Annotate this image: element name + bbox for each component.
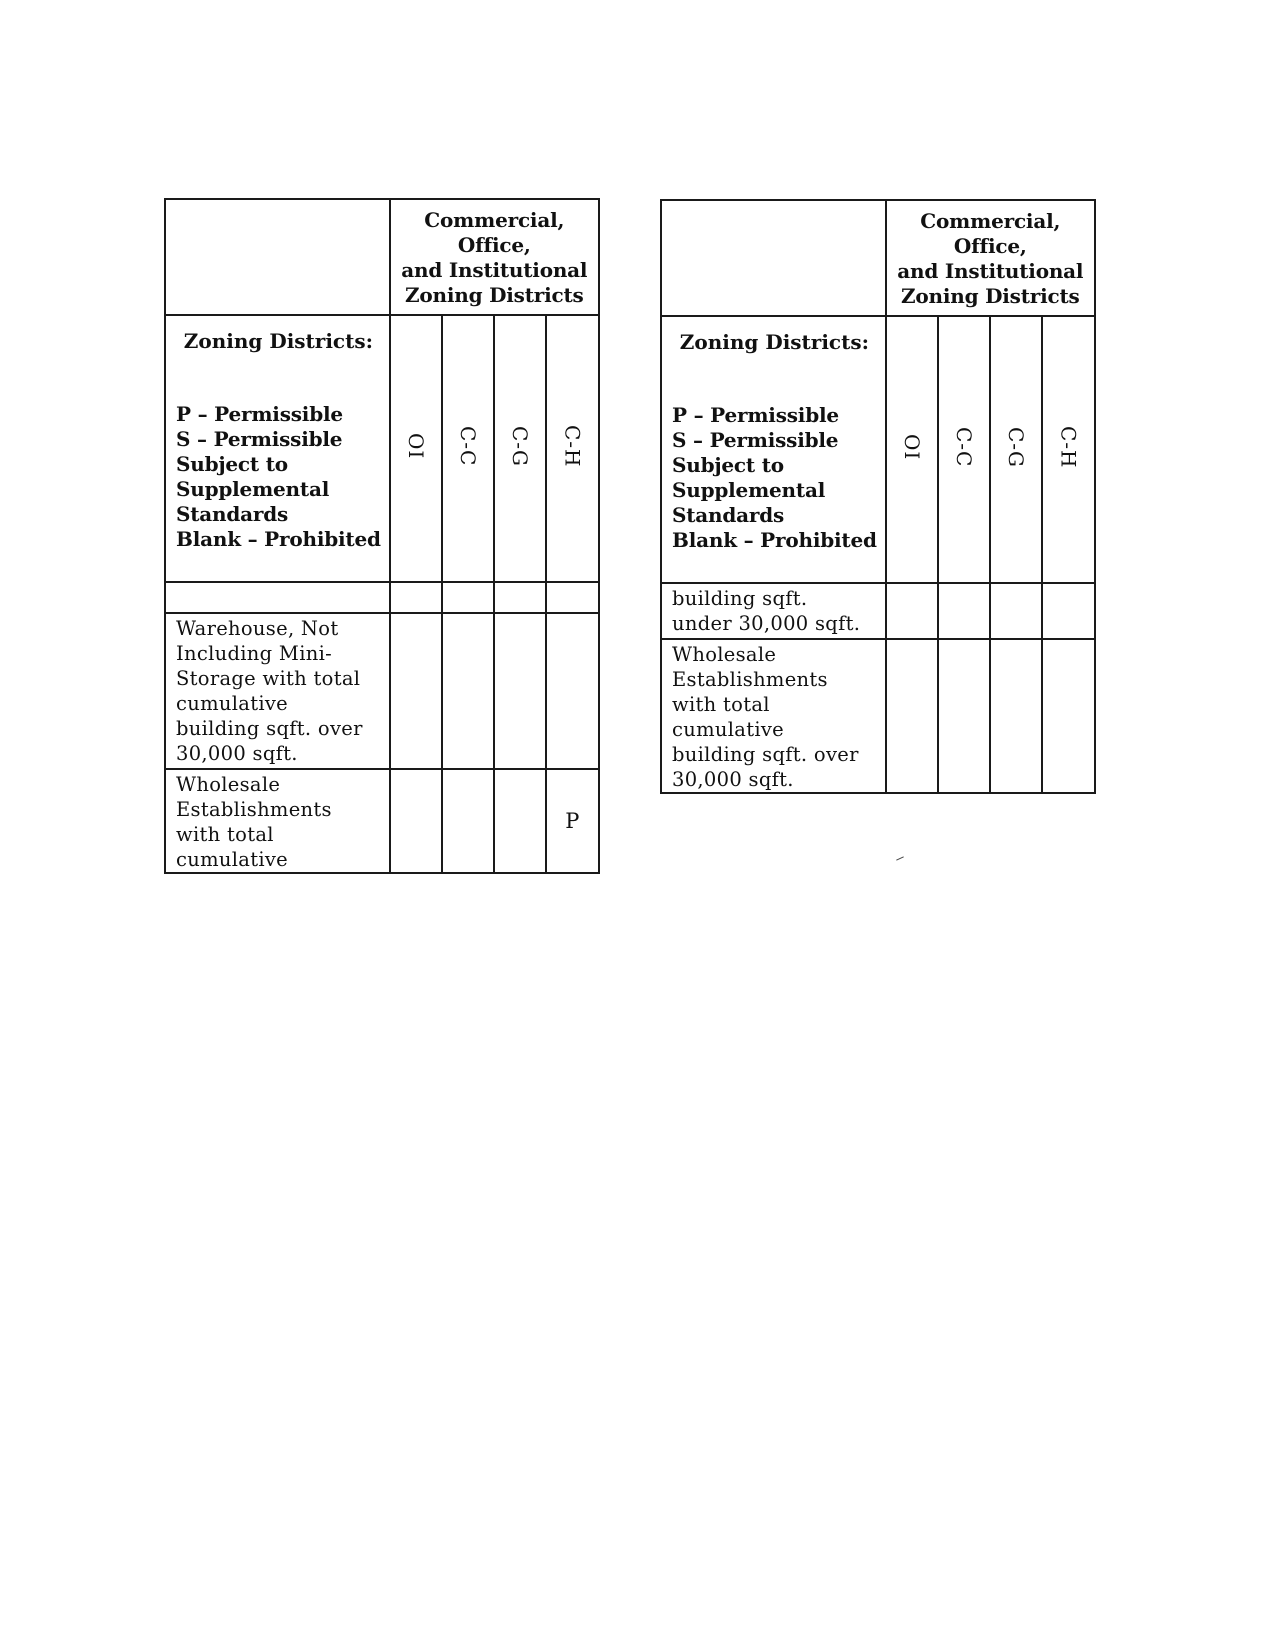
table-row	[165, 582, 599, 613]
use-line: cumulative	[176, 848, 289, 871]
permission-mark	[938, 639, 990, 793]
table-row	[165, 769, 599, 873]
legend-line: S – Permissible	[672, 428, 839, 452]
use-line: Including Mini-	[176, 642, 333, 665]
category-header-line: Commercial, Office,	[424, 208, 565, 257]
use-line: with total	[176, 823, 274, 846]
column-label: C-G	[1003, 426, 1028, 469]
permission-mark	[390, 582, 442, 613]
category-header-line: and Institutional	[897, 259, 1084, 283]
legend-line: Supplemental	[672, 478, 826, 502]
use-line: building sqft. over	[176, 717, 363, 740]
legend-line: Standards	[176, 502, 289, 526]
column-label: C-G	[507, 425, 532, 468]
column-label: C-C	[455, 426, 480, 467]
table-row	[661, 639, 1095, 793]
table-row	[661, 583, 1095, 639]
use-description	[661, 583, 886, 639]
use-description	[661, 639, 886, 793]
permission-mark	[442, 613, 494, 769]
category-header-line: Commercial, Office,	[920, 209, 1061, 258]
use-line: 30,000 sqft.	[672, 768, 794, 791]
permission-mark	[494, 582, 546, 613]
column-header-c-g	[990, 316, 1042, 583]
table-row	[165, 613, 599, 769]
column-header-c-h	[1042, 316, 1095, 583]
permission-mark	[938, 583, 990, 639]
use-line: under 30,000 sqft.	[672, 612, 861, 635]
column-header-c-c	[938, 316, 990, 583]
category-header	[886, 200, 1095, 316]
use-line: building sqft.	[672, 587, 808, 610]
permission-mark	[494, 769, 546, 873]
category-header-line: Zoning Districts	[900, 284, 1080, 308]
legend-line: Blank – Prohibited	[176, 527, 381, 551]
use-line: Establishments	[176, 798, 332, 821]
legend-cell	[661, 316, 886, 583]
legend-line: Standards	[672, 503, 785, 527]
use-description	[165, 769, 390, 873]
legend-line: S – Permissible	[176, 427, 343, 451]
permission-mark	[886, 639, 938, 793]
use-line: building sqft. over	[672, 743, 859, 766]
permission-mark	[990, 639, 1042, 793]
category-header	[390, 199, 599, 315]
column-header-oi	[886, 316, 938, 583]
permission-mark	[494, 613, 546, 769]
category-header-line: and Institutional	[401, 258, 588, 282]
column-header-c-h	[546, 315, 599, 582]
permission-mark	[546, 613, 599, 769]
permission-mark	[442, 582, 494, 613]
use-line: Wholesale	[176, 773, 281, 796]
permission-mark	[1042, 583, 1095, 639]
zoning-use-table-left	[164, 198, 600, 874]
use-description	[165, 613, 390, 769]
permission-mark	[990, 583, 1042, 639]
use-line: cumulative	[176, 692, 289, 715]
legend-line: Subject to	[176, 452, 288, 476]
legend-line: P – Permissible	[672, 403, 839, 427]
use-description	[165, 582, 390, 613]
use-line: with total	[672, 693, 770, 716]
permission-mark	[390, 613, 442, 769]
legend-cell	[165, 315, 390, 582]
legend-title: Zoning Districts:	[183, 329, 373, 353]
legend-line: Blank – Prohibited	[672, 528, 877, 552]
column-label: C-C	[951, 427, 976, 468]
table-corner-cell	[661, 200, 886, 316]
permission-mark	[546, 582, 599, 613]
zoning-use-table-right	[660, 199, 1096, 794]
column-header-c-c	[442, 315, 494, 582]
use-line: Wholesale	[672, 643, 777, 666]
permission-mark: P	[546, 769, 599, 873]
use-line: Establishments	[672, 668, 828, 691]
use-line: Warehouse, Not	[176, 617, 339, 640]
legend-line: Supplemental	[176, 477, 330, 501]
permission-mark	[390, 769, 442, 873]
legend-line: Subject to	[672, 453, 784, 477]
column-label: OI	[403, 433, 428, 460]
use-line: cumulative	[672, 718, 785, 741]
permission-mark	[442, 769, 494, 873]
legend-line: P – Permissible	[176, 402, 343, 426]
column-header-oi	[390, 315, 442, 582]
column-label: C-H	[560, 425, 585, 468]
legend-title: Zoning Districts:	[679, 330, 869, 354]
column-header-c-g	[494, 315, 546, 582]
scan-speck	[896, 856, 904, 860]
permission-mark	[886, 583, 938, 639]
category-header-line: Zoning Districts	[404, 283, 584, 307]
table-corner-cell	[165, 199, 390, 315]
column-label: C-H	[1056, 426, 1081, 469]
use-line: Storage with total	[176, 667, 361, 690]
permission-mark	[1042, 639, 1095, 793]
use-line: 30,000 sqft.	[176, 742, 298, 765]
column-label: OI	[899, 434, 924, 461]
